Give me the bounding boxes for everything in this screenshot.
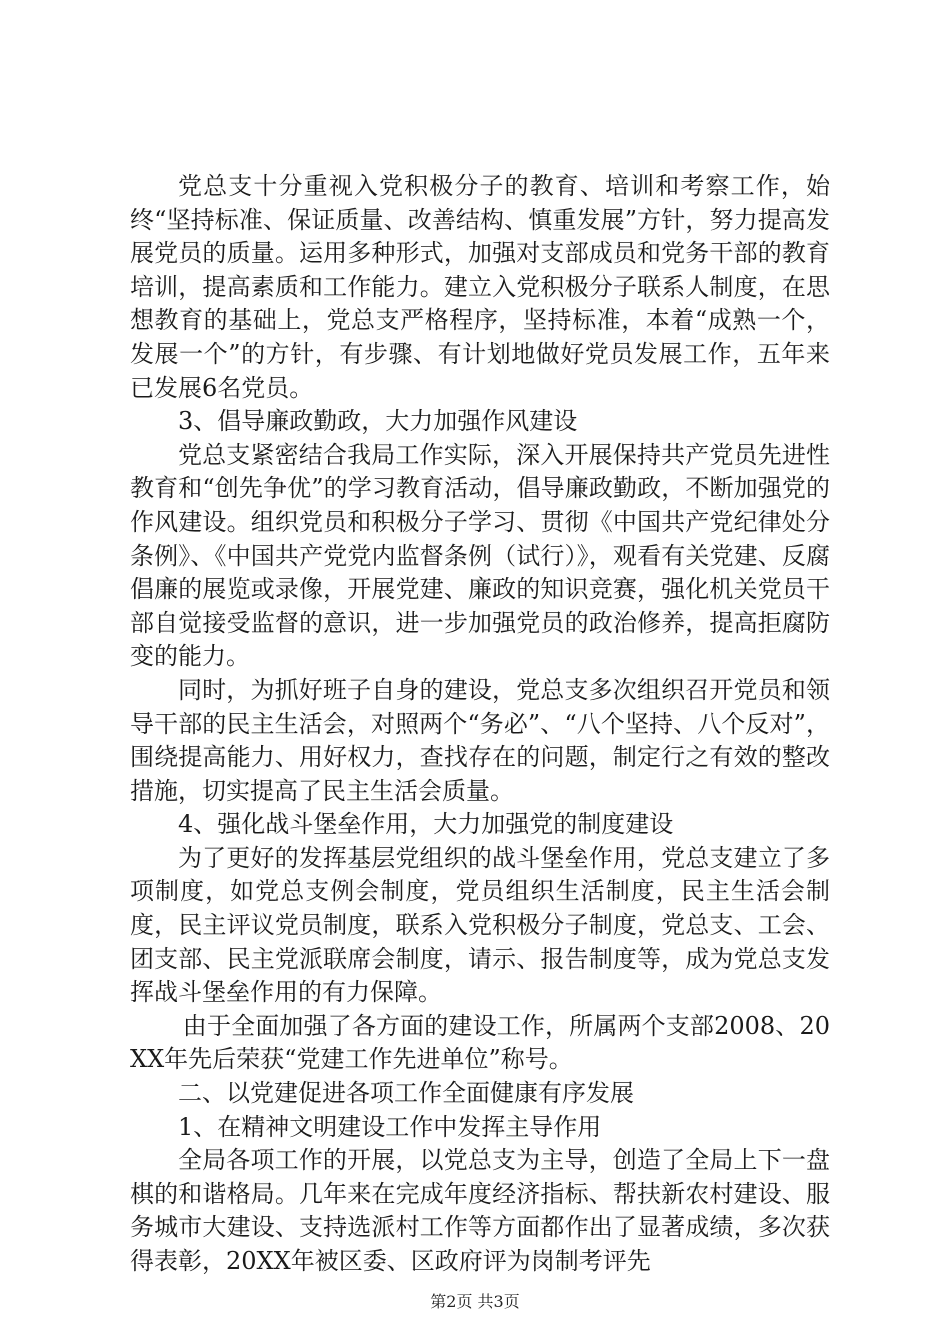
heading-part-2: 二、以党建促进各项工作全面健康有序发展 xyxy=(178,1079,634,1108)
heading-section-4: 4、强化战斗堡垒作用，大力加强党的制度建设 xyxy=(178,810,674,839)
paragraph-integrity: 党总支紧密结合我局工作实际，深入开展保持共产党员先进性教育和“创先争优”的学习教育活动，倡导廉政勤政，不断加强党的作风建设。组织党员和积极分子学习、贯彻《中国共产党纪律处分条例》、《中国共产党党内监督条例（试行）》，观看有关党建、反腐倡廉的展览或录像，开展党建、廉政的知识竞赛，强化机关党员干部自觉接受监督的意识，进一步加强党员的政治修养，提高拒腐防变的能力。 xyxy=(130,440,830,671)
page-number-footer: 第2页 共3页 xyxy=(430,1292,520,1311)
paragraph-overall-work: 全局各项工作的开展，以党总支为主导，创造了全局上下一盘棋的和谐格局。几年来在完成年度经济指标、帮扶新农村建设、服务城市大建设、支持选派村工作等方面都作出了显著成绩，多次获得表彰，20XX年被区委、区政府评为岗制考评先 xyxy=(130,1146,830,1275)
paragraph-member-development: 党总支十分重视入党积极分子的教育、培训和考察工作，始终“坚持标准、保证质量、改善结构、慎重发展”方针，努力提高发展党员的质量。运用多种形式，加强对支部成员和党务干部的教育培训，提高素质和工作能力。建立入党积极分子联系人制度，在思想教育的基础上，党总支严格程序，坚持标准，本着“成熟一个，发展一个”的方针，有步骤、有计划地做好党员发展工作，五年来已发展6名党员。 xyxy=(130,172,830,402)
heading-subsection-1: 1、在精神文明建设工作中发挥主导作用 xyxy=(178,1112,602,1141)
document-body xyxy=(130,170,830,1279)
paragraph-honors: 由于全面加强了各方面的建设工作，所属两个支部2008、20XX年先后荣获“党建工作先进单位”称号。 xyxy=(130,1011,830,1074)
heading-section-3: 3、倡导廉政勤政，大力加强作风建设 xyxy=(178,407,578,436)
paragraph-democratic-life: 同时，为抓好班子自身的建设，党总支多次组织召开党员和领导干部的民主生活会，对照两个“务必”、“八个坚持、八个反对”，围绕提高能力、用好权力，查找存在的问题，制定行之有效的整改措施，切实提高了民主生活会质量。 xyxy=(130,675,830,805)
paragraph-systems: 为了更好的发挥基层党组织的战斗堡垒作用，党总支建立了多项制度，如党总支例会制度，党员组织生活制度，民主生活会制度，民主评议党员制度，联系入党积极分子制度，党总支、工会、团支部、民主党派联席会制度，请示、报告制度等，成为党总支发挥战斗堡垒作用的有力保障。 xyxy=(130,843,830,1007)
